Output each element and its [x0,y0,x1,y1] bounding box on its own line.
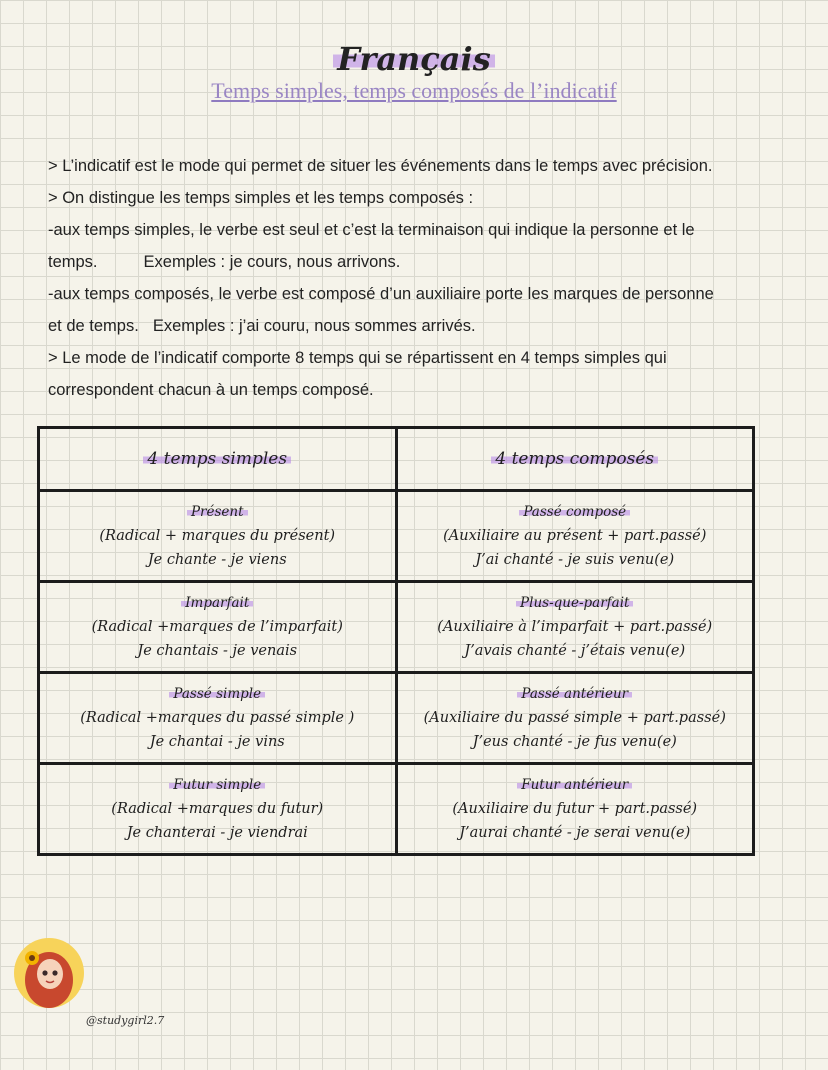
table-row [39,764,754,855]
tense-example: Je chanterai - je viendrai [126,825,308,841]
cell-compose [396,491,754,582]
tense-example: Je chantai - je vins [149,734,285,750]
table-row [39,673,754,764]
tense-rule: (Auxiliaire du futur + part.passé) [452,801,698,817]
table-row [39,582,754,673]
intro-line: > Le mode de l’indicatif comporte 8 temps qui se répartissent en 4 temps simples qui [48,349,667,367]
tense-example: J’avais chanté - j’étais venu(e) [464,643,686,659]
intro-line: et de temps. Exemples : j’ai couru, nous sommes arrivés. [48,317,476,335]
page-title: Français [0,40,828,78]
intro-line: > On distingue les temps simples et les temps composés : [48,189,474,207]
tense-name: Passé antérieur [400,682,751,706]
intro-line: correspondent chacun à un temps composé. [48,381,374,399]
intro-line: > L’indicatif est le mode qui permet de situer les événements dans le temps avec précision. [48,157,713,175]
avatar-face [37,959,63,989]
tense-example: J’aurai chanté - je serai venu(e) [459,825,691,841]
cell-simple [39,673,397,764]
tense-name: Futur antérieur [400,773,751,797]
intro-line: -aux temps composés, le verbe est composé d’un auxiliaire porte les marques de personne [48,285,714,303]
page-subtitle: Temps simples, temps composés de l’indicatif [211,78,617,103]
header-compose: 4 temps composés [396,428,754,491]
header-simple: 4 temps simples [39,428,397,491]
tense-rule: (Radical +marques du passé simple ) [80,710,355,726]
tenses-table [37,426,755,856]
tense-rule: (Radical +marques de l’imparfait) [91,619,343,635]
tense-name: Présent [42,500,393,524]
tense-rule: (Auxiliaire à l’imparfait + part.passé) [437,619,713,635]
cell-simple [39,764,397,855]
tense-rule: (Radical + marques du présent) [99,528,336,544]
tense-example: Je chantais - je venais [137,643,298,659]
tense-example: J’eus chanté - je fus venu(e) [472,734,677,750]
intro-line: temps. Exemples : je cours, nous arrivons. [48,253,401,271]
cell-compose [396,673,754,764]
intro-line: -aux temps simples, le verbe est seul et c’est la terminaison qui indique la personne et le [48,221,695,239]
tense-name: Imparfait [42,591,393,615]
author-handle: @studygirl2.7 [86,1014,165,1027]
tense-rule: (Auxiliaire du passé simple + part.passé) [423,710,726,726]
tense-name: Passé composé [400,500,751,524]
cell-compose [396,582,754,673]
tense-example: J’ai chanté - je suis venu(e) [475,552,675,568]
tense-name: Plus-que-parfait [400,591,751,615]
table-row [39,491,754,582]
cell-simple [39,582,397,673]
tense-name: Passé simple [42,682,393,706]
cell-compose [396,764,754,855]
cell-simple [39,491,397,582]
tense-example: Je chante - je viens [147,552,287,568]
intro-text [48,150,748,406]
tense-rule: (Radical +marques du futur) [111,801,324,817]
tense-rule: (Auxiliaire au présent + part.passé) [443,528,707,544]
tense-name: Futur simple [42,773,393,797]
avatar-illustration [12,936,86,1010]
table-header-row [39,428,754,491]
